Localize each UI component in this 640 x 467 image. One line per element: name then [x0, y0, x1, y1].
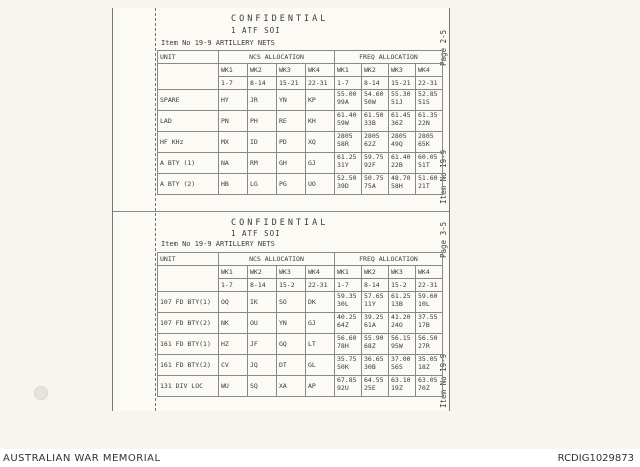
unit-cell: 107 FD BTY(1) [158, 292, 219, 313]
ncs-cell: ID [248, 132, 277, 153]
ncs-cell: GH [277, 153, 306, 174]
unit-cell: 161 FD BTY(2) [158, 355, 219, 376]
panel-page-2 [113, 8, 449, 208]
record-id: RCDIG1029873 [557, 453, 634, 464]
wk-header: WK1 [335, 266, 362, 279]
freq-cell: 2805 58R [335, 132, 362, 153]
day-range: 15-2 [389, 279, 416, 292]
ncs-cell: RM [248, 153, 277, 174]
freq-cell: 50.75 75A [362, 174, 389, 195]
freq-cell: 37.55 17B [416, 313, 443, 334]
wk-header: WK2 [362, 266, 389, 279]
ncs-cell: LT [306, 334, 335, 355]
ncs-cell: IK [248, 292, 277, 313]
unit-cell: 161 FD BTY(1) [158, 334, 219, 355]
ncs-cell: HZ [219, 334, 248, 355]
ncs-cell: JQ [248, 355, 277, 376]
ncs-cell: WU [219, 376, 248, 397]
wk-header: WK2 [248, 64, 277, 77]
artillery-nets-table [157, 252, 443, 397]
wk-header: WK1 [219, 64, 248, 77]
ncs-cell: KH [306, 111, 335, 132]
unit-cell: A BTY (2) [158, 174, 219, 195]
freq-cell: 48.70 58H [389, 174, 416, 195]
ncs-cell: YN [277, 90, 306, 111]
ncs-cell: UO [306, 174, 335, 195]
table-row [158, 111, 443, 132]
day-range: 15-2 [277, 279, 306, 292]
freq-cell: 37.00 56S [389, 355, 416, 376]
table-row [158, 132, 443, 153]
freq-cell: 56.50 27R [416, 334, 443, 355]
freq-cell: 59.75 92F [362, 153, 389, 174]
confidential-heading: CONFIDENTIAL [231, 14, 329, 24]
freq-cell: 61.35 22N [416, 111, 443, 132]
ncs-cell: HY [219, 90, 248, 111]
table-row [158, 376, 443, 397]
ncs-cell: YN [277, 313, 306, 334]
freq-cell: 40.25 64Z [335, 313, 362, 334]
freq-cell: 56.15 95W [389, 334, 416, 355]
archive-footer [0, 449, 640, 467]
archive-name: AUSTRALIAN WAR MEMORIAL [3, 453, 161, 464]
item-side-label: Item No 19-9 [439, 149, 448, 204]
day-range: 8-14 [248, 77, 277, 90]
day-range: 8-14 [362, 279, 389, 292]
punch-hole [34, 386, 48, 400]
ncs-cell: JF [248, 334, 277, 355]
table-row [158, 292, 443, 313]
wk-header: WK3 [277, 266, 306, 279]
item-side-label: Item No 19-9 [439, 353, 448, 408]
unit-cell: A BTY (1) [158, 153, 219, 174]
freq-cell: 56.60 78H [335, 334, 362, 355]
day-range: 1-7 [219, 77, 248, 90]
day-range: 8-14 [362, 77, 389, 90]
ncs-cell: SQ [248, 376, 277, 397]
ncs-cell: LG [248, 174, 277, 195]
soi-title: 1 ATF SOI [231, 229, 281, 238]
freq-cell: 41.20 24O [389, 313, 416, 334]
artillery-nets-table [157, 50, 443, 195]
table-row [158, 355, 443, 376]
table-row [158, 313, 443, 334]
freq-cell: 52.85 51S [416, 90, 443, 111]
day-range: 15-21 [277, 77, 306, 90]
wk-header: WK3 [389, 266, 416, 279]
freq-cell: 35.05 18Z [416, 355, 443, 376]
wk-header: WK4 [306, 64, 335, 77]
freq-cell: 2805 49Q [389, 132, 416, 153]
freq-cell: 60.05 51T [416, 153, 443, 174]
ncs-cell: DK [306, 292, 335, 313]
unit-cell: 131 DIV LOC [158, 376, 219, 397]
wk-header: WK2 [248, 266, 277, 279]
freq-cell: 59.35 30L [335, 292, 362, 313]
ncs-cell: SO [277, 292, 306, 313]
document-sheet [112, 8, 450, 411]
ncs-cell: RE [277, 111, 306, 132]
ncs-cell: NA [219, 153, 248, 174]
ncs-cell: JR [248, 90, 277, 111]
ncs-cell: DT [277, 355, 306, 376]
ncs-cell: PD [277, 132, 306, 153]
freq-cell: 61.25 13B [389, 292, 416, 313]
ncs-cell: HB [219, 174, 248, 195]
wk-header: WK4 [416, 266, 443, 279]
freq-cell: 55.90 68Z [362, 334, 389, 355]
col-unit-header: UNIT [158, 51, 219, 64]
table-row [158, 174, 443, 195]
freq-cell: 64.55 25E [362, 376, 389, 397]
day-range: 22-31 [306, 77, 335, 90]
ncs-cell: PG [277, 174, 306, 195]
ncs-cell: GJ [306, 313, 335, 334]
unit-cell: 107 FD BTY(2) [158, 313, 219, 334]
table-row [158, 90, 443, 111]
ncs-cell: PN [219, 111, 248, 132]
freq-cell: 52.50 39D [335, 174, 362, 195]
panel-page-3 [113, 211, 449, 412]
col-unit-header: UNIT [158, 253, 219, 266]
freq-cell: 61.40 59W [335, 111, 362, 132]
ncs-cell: NK [219, 313, 248, 334]
freq-cell: 59.60 10L [416, 292, 443, 313]
day-range: 1-7 [219, 279, 248, 292]
freq-cell: 35.75 50K [335, 355, 362, 376]
freq-cell: 2805 65K [416, 132, 443, 153]
wk-header: WK3 [389, 64, 416, 77]
day-range: 1-7 [335, 77, 362, 90]
page-side-label: Page 3-5 [439, 221, 448, 258]
ncs-cell: OQ [219, 292, 248, 313]
ncs-cell: GJ [306, 153, 335, 174]
freq-cell: 55.30 51J [389, 90, 416, 111]
ncs-cell: OU [248, 313, 277, 334]
ncs-cell: XA [277, 376, 306, 397]
ncs-cell: MX [219, 132, 248, 153]
freq-cell: 57.65 11Y [362, 292, 389, 313]
day-range: 22-31 [416, 279, 443, 292]
wk-header: WK4 [306, 266, 335, 279]
ncs-cell: AP [306, 376, 335, 397]
item-heading: Item No 19-9 ARTILLERY NETS [161, 39, 275, 47]
wk-header: WK4 [416, 64, 443, 77]
day-range: 22-31 [306, 279, 335, 292]
freq-cell: 55.00 99A [335, 90, 362, 111]
wk-header: WK1 [219, 266, 248, 279]
freq-cell: 39.25 61A [362, 313, 389, 334]
soi-title: 1 ATF SOI [231, 26, 281, 35]
ncs-cell: PH [248, 111, 277, 132]
table-row [158, 153, 443, 174]
freq-cell: 36.65 30B [362, 355, 389, 376]
freq-cell: 2805 62Z [362, 132, 389, 153]
day-range: 8-14 [248, 279, 277, 292]
freq-cell: 61.50 33B [362, 111, 389, 132]
freq-cell: 61.25 31Y [335, 153, 362, 174]
ncs-cell: KP [306, 90, 335, 111]
col-freq-header: FREQ ALLOCATION [335, 51, 443, 64]
col-ncs-header: NCS ALLOCATION [219, 51, 335, 64]
freq-cell: 63.05 70Z [416, 376, 443, 397]
freq-cell: 61.40 22B [389, 153, 416, 174]
freq-cell: 67.85 92U [335, 376, 362, 397]
col-ncs-header: NCS ALLOCATION [219, 253, 335, 266]
page-side-label: Page 2-5 [439, 29, 448, 66]
unit-cell: SPARE [158, 90, 219, 111]
item-heading: Item No 19-9 ARTILLERY NETS [161, 240, 275, 248]
ncs-cell: CV [219, 355, 248, 376]
ncs-cell: XQ [306, 132, 335, 153]
wk-header: WK2 [362, 64, 389, 77]
ncs-cell: GL [306, 355, 335, 376]
table-row [158, 334, 443, 355]
freq-cell: 61.45 36Z [389, 111, 416, 132]
wk-header: WK3 [277, 64, 306, 77]
ncs-cell: GQ [277, 334, 306, 355]
wk-header: WK1 [335, 64, 362, 77]
day-range: 1-7 [335, 279, 362, 292]
freq-cell: 54.60 50W [362, 90, 389, 111]
col-freq-header: FREQ ALLOCATION [335, 253, 443, 266]
unit-cell: HF KHz [158, 132, 219, 153]
day-range: 22-31 [416, 77, 443, 90]
day-range: 15-21 [389, 77, 416, 90]
freq-cell: 63.10 19Z [389, 376, 416, 397]
confidential-heading: CONFIDENTIAL [231, 218, 329, 228]
unit-cell: LAD [158, 111, 219, 132]
freq-cell: 51.60 21T [416, 174, 443, 195]
